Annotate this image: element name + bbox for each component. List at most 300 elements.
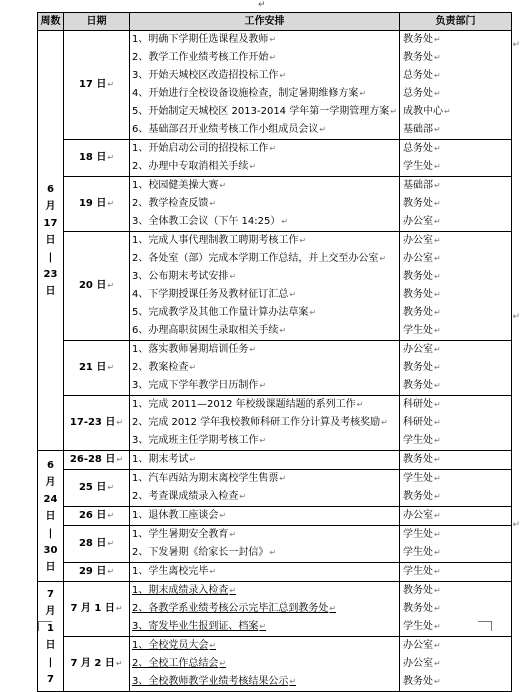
paragraph-mark: ↵	[434, 162, 441, 171]
dept-item	[403, 618, 511, 636]
paragraph-mark: ↵	[434, 659, 441, 668]
tasks-cell	[130, 637, 400, 692]
task-item	[132, 85, 399, 103]
week-label-part: 24	[43, 493, 58, 505]
dept-item	[403, 470, 511, 488]
week-label-part: 日	[45, 510, 56, 522]
table-row	[38, 582, 512, 637]
paragraph-mark: ↵	[434, 641, 441, 650]
task-item	[132, 140, 399, 158]
task-item	[132, 507, 399, 525]
dept-text: 总务处	[403, 143, 433, 154]
dept-text: 基础部	[403, 180, 433, 191]
paragraph-mark: ↵	[269, 548, 277, 557]
paragraph-mark: ↵	[434, 308, 441, 317]
week-label-part: 月	[45, 605, 56, 617]
dept-cell	[400, 507, 512, 526]
margin-mark: ↵	[512, 40, 520, 50]
date-label: 7 月 1 日	[70, 603, 115, 614]
paragraph-mark: ↵	[434, 363, 441, 372]
table-row	[38, 232, 512, 341]
task-text: 1、汽车西站为期末离校学生售票	[132, 473, 279, 484]
paragraph-mark: ↵	[229, 586, 237, 595]
tasks-cell	[130, 396, 400, 451]
task-item	[132, 637, 399, 655]
paragraph-mark: ↵	[279, 474, 287, 483]
task-item	[132, 67, 399, 85]
paragraph-mark: ↵	[434, 125, 441, 134]
dept-text: 总务处	[403, 70, 433, 81]
task-text: 4、开始进行全校设备设施检查，制定暑期维修方案	[132, 88, 359, 99]
dept-text: 教务处	[403, 491, 433, 502]
dept-cell	[400, 396, 512, 451]
date-cell	[64, 31, 130, 140]
dept-item	[403, 322, 511, 340]
table-row	[38, 396, 512, 451]
week-label-part: 17	[43, 218, 58, 229]
task-text: 2、办理中专取消相关手续	[132, 161, 249, 172]
week-cell	[38, 451, 64, 582]
paragraph-mark: ↵	[299, 236, 307, 245]
dept-item	[403, 121, 511, 139]
dept-text: 总务处	[403, 88, 433, 99]
header-date: 日期	[64, 13, 130, 31]
dept-item	[403, 488, 511, 506]
task-text: 1、全校党员大会	[132, 640, 209, 651]
table-row	[38, 31, 512, 140]
date-label: 17 日	[78, 79, 107, 90]
header-tasks: 工作安排	[130, 13, 400, 31]
task-item	[132, 286, 399, 304]
paragraph-mark: ↵	[229, 272, 237, 281]
date-label: 20 日	[78, 280, 107, 291]
paragraph-mark: ↵	[434, 181, 441, 190]
paragraph-mark: ↵	[434, 89, 441, 98]
dept-cell	[400, 31, 512, 140]
task-text: 1、退休教工座谈会	[132, 510, 219, 521]
paragraph-mark: ↵	[249, 162, 257, 171]
task-item	[132, 470, 399, 488]
table-row	[38, 507, 512, 526]
date-label: 7 月 2 日	[70, 658, 115, 669]
dept-text: 学生处	[403, 161, 433, 172]
week-label-part: 1	[47, 622, 54, 634]
dept-item	[403, 304, 511, 322]
tasks-cell	[130, 232, 400, 341]
task-text: 5、完成教学及其他工作量计算办法草案	[132, 307, 309, 318]
paragraph-mark: ↵	[434, 199, 441, 208]
dept-text: 学生处	[403, 621, 433, 632]
page-corner-mark	[38, 621, 52, 631]
dept-cell	[400, 341, 512, 396]
date-cell	[64, 140, 130, 177]
task-item	[132, 177, 399, 195]
week-label-part: 日	[45, 561, 56, 573]
dept-cell	[400, 526, 512, 563]
paragraph-mark: ↵	[434, 492, 441, 501]
task-text: 6、办理高职贫困生录取相关手续	[132, 325, 279, 336]
task-item	[132, 158, 399, 176]
week-cell	[38, 31, 64, 451]
paragraph-mark: ↵	[434, 254, 441, 263]
dept-text: 教务处	[403, 585, 433, 596]
task-item	[132, 600, 399, 618]
paragraph-mark: ↵	[434, 474, 441, 483]
dept-text: 教务处	[403, 603, 433, 614]
paragraph-mark: ↵	[434, 71, 441, 80]
paragraph-mark: ↵	[115, 659, 123, 668]
task-item	[132, 31, 399, 49]
dept-text: 教务处	[403, 454, 433, 465]
paragraph-mark: ↵	[209, 641, 217, 650]
date-cell	[64, 563, 130, 582]
dept-text: 科研处	[403, 417, 433, 428]
paragraph-mark: ↵	[289, 290, 297, 299]
dept-cell	[400, 232, 512, 341]
paragraph-mark: ↵	[219, 511, 227, 520]
task-item	[132, 49, 399, 67]
task-text: 5、开始制定天城校区 2013-2014 学年第一学期管理方案	[132, 106, 390, 117]
task-item	[132, 673, 399, 691]
paragraph-mark: ↵	[434, 530, 441, 539]
table-row	[38, 526, 512, 563]
paragraph-mark: ↵	[434, 381, 441, 390]
paragraph-mark: ↵	[434, 272, 441, 281]
paragraph-mark: ↵	[249, 345, 257, 354]
date-label: 17-23 日	[69, 417, 116, 428]
paragraph-mark: ↵	[434, 400, 441, 409]
dept-item	[403, 432, 511, 450]
paragraph-mark: ↵	[281, 217, 289, 226]
dept-text: 教务处	[403, 362, 433, 373]
task-text: 3、公布期末考试安排	[132, 271, 229, 282]
paragraph-mark: ↵	[329, 604, 337, 613]
dept-item	[403, 582, 511, 600]
paragraph-mark: ↵	[434, 217, 441, 226]
task-text: 2、下发暑期《给家长一封信》	[132, 547, 269, 558]
dept-text: 科研处	[403, 399, 433, 410]
dept-text: 办公室	[403, 253, 433, 264]
dept-text: 教务处	[403, 271, 433, 282]
task-text: 3、完成班主任学期考核工作	[132, 435, 259, 446]
paragraph-mark: ↵	[390, 107, 397, 116]
date-label: 18 日	[78, 152, 107, 163]
paragraph-mark: ↵	[229, 530, 237, 539]
dept-cell	[400, 140, 512, 177]
week-label-part: |	[48, 252, 53, 263]
paragraph-mark: ↵	[434, 144, 441, 153]
paragraph-mark: ↵	[219, 181, 227, 190]
week-cell	[38, 582, 64, 692]
week-label-part: 30	[43, 544, 58, 556]
header-week: 周数	[38, 13, 64, 31]
date-cell	[64, 232, 130, 341]
date-label: 29 日	[78, 566, 107, 577]
task-item	[132, 359, 399, 377]
dept-text: 教务处	[403, 289, 433, 300]
dept-text: 教务处	[403, 198, 433, 209]
task-item	[132, 396, 399, 414]
task-item	[132, 582, 399, 600]
dept-item	[403, 286, 511, 304]
paragraph-mark: ↵	[107, 153, 115, 162]
tasks-cell	[130, 31, 400, 140]
paragraph-mark: ↵	[259, 381, 267, 390]
task-item	[132, 121, 399, 139]
task-item	[132, 103, 399, 121]
date-cell	[64, 470, 130, 507]
table-row	[38, 177, 512, 232]
dept-item	[403, 103, 511, 121]
paragraph-mark: ↵	[189, 363, 197, 372]
tasks-cell	[130, 582, 400, 637]
dept-text: 办公室	[403, 640, 433, 651]
dept-text: 教务处	[403, 380, 433, 391]
dept-item	[403, 655, 511, 673]
task-text: 1、落实教师暑期培训任务	[132, 344, 249, 355]
paragraph-mark: ↵	[434, 511, 441, 520]
tasks-cell	[130, 470, 400, 507]
date-cell	[64, 582, 130, 637]
paragraph-mark: ↵	[434, 436, 441, 445]
dept-text: 成教中心	[403, 106, 443, 117]
date-cell	[64, 637, 130, 692]
dept-item	[403, 177, 511, 195]
task-item	[132, 618, 399, 636]
task-text: 1、完成 2011—2012 年校级课题结题的系列工作	[132, 399, 356, 410]
dept-text: 办公室	[403, 216, 433, 227]
paragraph-mark: ↵	[379, 254, 387, 263]
paragraph-mark: ↵	[259, 436, 267, 445]
dept-text: 办公室	[403, 235, 433, 246]
task-text: 3、完成下学年教学日历制作	[132, 380, 259, 391]
paragraph-mark: ↵	[434, 677, 441, 686]
paragraph-mark: ↵	[259, 622, 267, 631]
dept-item	[403, 637, 511, 655]
paragraph-mark: ↵	[116, 455, 124, 464]
task-text: 3、全体教工会议（下午 14:25）	[132, 216, 281, 227]
date-cell	[64, 526, 130, 563]
dept-item	[403, 414, 511, 432]
task-item	[132, 213, 399, 231]
task-item	[132, 250, 399, 268]
dept-item	[403, 250, 511, 268]
dept-text: 教务处	[403, 52, 433, 63]
task-item	[132, 232, 399, 250]
task-text: 1、学生离校完毕	[132, 566, 209, 577]
paragraph-mark: ↵	[434, 236, 441, 245]
paragraph-mark: ↵	[434, 53, 441, 62]
paragraph-mark: ↵	[269, 35, 277, 44]
task-item	[132, 268, 399, 286]
table-header-row	[38, 13, 512, 31]
paragraph-mark: ↵	[381, 418, 388, 427]
paragraph-mark: ↵	[239, 492, 247, 501]
task-item	[132, 304, 399, 322]
date-label: 26-28 日	[69, 454, 116, 465]
dept-item	[403, 563, 511, 581]
task-text: 1、校园健美操大赛	[132, 180, 219, 191]
task-text: 3、全校教师教学业绩考核结果公示	[132, 676, 289, 687]
dept-cell	[400, 637, 512, 692]
work-schedule-table	[37, 12, 512, 692]
task-text: 3、开始天城校区改造招投标工作	[132, 70, 279, 81]
table-row	[38, 470, 512, 507]
paragraph-mark: ↵	[359, 89, 367, 98]
paragraph-mark: ↵	[279, 326, 287, 335]
date-label: 21 日	[78, 362, 107, 373]
dept-text: 教务处	[403, 676, 433, 687]
paragraph-mark: ↵	[356, 400, 364, 409]
dept-item	[403, 377, 511, 395]
task-text: 4、下学期授课任务及教材征订汇总	[132, 289, 289, 300]
task-text: 2、考查课成绩录入检查	[132, 491, 239, 502]
date-cell	[64, 451, 130, 470]
task-item	[132, 544, 399, 562]
dept-cell	[400, 177, 512, 232]
paragraph-mark: ↵	[116, 418, 124, 427]
paragraph-mark: ↵	[279, 71, 287, 80]
dept-text: 学生处	[403, 473, 433, 484]
paragraph-mark: ↵	[107, 80, 115, 89]
task-item	[132, 432, 399, 450]
paragraph-mark: ↵	[189, 455, 197, 464]
dept-text: 办公室	[403, 344, 433, 355]
task-text: 3、寄发毕业生报到证、档案	[132, 621, 259, 632]
paragraph-mark: ↵	[107, 199, 115, 208]
paragraph-mark: ↵	[444, 107, 451, 116]
paragraph-mark: ↵	[309, 308, 317, 317]
week-label-part: |	[48, 656, 53, 668]
header-dept: 负责部门	[400, 13, 512, 31]
dept-item	[403, 600, 511, 618]
task-text: 2、教学检查反馈	[132, 198, 209, 209]
paragraph-mark: ↵	[434, 604, 441, 613]
dept-cell	[400, 563, 512, 582]
task-text: 1、明确下学期任选课程及教师	[132, 34, 269, 45]
table-row	[38, 563, 512, 582]
task-text: 1、期末考试	[132, 454, 189, 465]
date-cell	[64, 507, 130, 526]
paragraph-mark: ↵	[269, 144, 277, 153]
task-text: 2、全校工作总结会	[132, 658, 219, 669]
dept-item	[403, 507, 511, 525]
dept-cell	[400, 582, 512, 637]
tasks-cell	[130, 140, 400, 177]
dept-item	[403, 158, 511, 176]
paragraph-mark: ↵	[209, 567, 217, 576]
week-label-part: 6	[47, 184, 54, 195]
task-item	[132, 655, 399, 673]
paragraph-mark: ↵	[434, 455, 441, 464]
dept-item	[403, 49, 511, 67]
paragraph-mark: ↵	[289, 677, 297, 686]
task-text: 2、各处室（部）完成本学期工作总结，并上交至办公室	[132, 253, 379, 264]
table-row	[38, 451, 512, 470]
dept-item	[403, 544, 511, 562]
dept-text: 教务处	[403, 34, 433, 45]
paragraph-mark: ↵	[107, 363, 115, 372]
dept-text: 学生处	[403, 529, 433, 540]
task-item	[132, 526, 399, 544]
dept-item	[403, 67, 511, 85]
dept-text: 教务处	[403, 307, 433, 318]
dept-item	[403, 673, 511, 691]
task-text: 2、各教学系业绩考核公示完毕汇总到教务处	[132, 603, 329, 614]
dept-text: 学生处	[403, 547, 433, 558]
task-text: 1、完成人事代理制教工聘期考核工作	[132, 235, 299, 246]
paragraph-mark: ↵	[319, 125, 327, 134]
dept-item	[403, 213, 511, 231]
dept-text: 学生处	[403, 325, 433, 336]
paragraph-mark: ↵	[269, 53, 277, 62]
paragraph-mark: ↵	[434, 586, 441, 595]
week-label-part: 日	[45, 286, 56, 297]
tasks-cell	[130, 177, 400, 232]
dept-text: 办公室	[403, 658, 433, 669]
paragraph-mark: ↵	[219, 659, 227, 668]
paragraph-mark: ↵	[107, 511, 115, 520]
dept-item	[403, 195, 511, 213]
paragraph-mark: ↵	[107, 567, 115, 576]
week-label-part: 7	[47, 588, 54, 600]
paragraph-mark: ↵	[434, 567, 441, 576]
dept-text: 办公室	[403, 510, 433, 521]
paragraph-mark: ↵	[107, 281, 115, 290]
dept-item	[403, 396, 511, 414]
paragraph-mark: ↵	[434, 418, 441, 427]
task-item	[132, 377, 399, 395]
tasks-cell	[130, 341, 400, 396]
task-item	[132, 341, 399, 359]
table-row	[38, 341, 512, 396]
paragraph-mark: ↵	[115, 604, 123, 613]
task-item	[132, 563, 399, 581]
dept-item	[403, 31, 511, 49]
date-cell	[64, 177, 130, 232]
week-label-part: 日	[45, 639, 56, 651]
dept-text: 学生处	[403, 566, 433, 577]
tasks-cell	[130, 563, 400, 582]
dept-item	[403, 232, 511, 250]
paragraph-mark: ↵	[434, 548, 441, 557]
week-label-part: 月	[45, 201, 56, 212]
date-label: 28 日	[78, 538, 107, 549]
dept-cell	[400, 470, 512, 507]
task-text: 2、教学工作业绩考核工作开始	[132, 52, 269, 63]
week-label-part: 日	[45, 235, 56, 246]
table-row	[38, 140, 512, 177]
dept-item	[403, 341, 511, 359]
dept-item	[403, 359, 511, 377]
task-item	[132, 195, 399, 213]
task-item	[132, 451, 399, 469]
task-text: 1、学生暑期安全教育	[132, 529, 229, 540]
paragraph-mark: ↵	[434, 345, 441, 354]
table-row	[38, 637, 512, 692]
paragraph-mark: ↵	[434, 326, 441, 335]
margin-mark: ↵	[512, 520, 520, 530]
task-text: 6、基础部召开业绩考核工作小组成员会议	[132, 124, 319, 135]
date-label: 26 日	[78, 510, 107, 521]
date-cell	[64, 341, 130, 396]
task-text: 1、期末成绩录入检查	[132, 585, 229, 596]
task-item	[132, 414, 399, 432]
week-label-part: 月	[45, 476, 56, 488]
task-text: 2、教案检查	[132, 362, 189, 373]
week-label-part: |	[48, 527, 53, 539]
date-label: 25 日	[78, 482, 107, 493]
